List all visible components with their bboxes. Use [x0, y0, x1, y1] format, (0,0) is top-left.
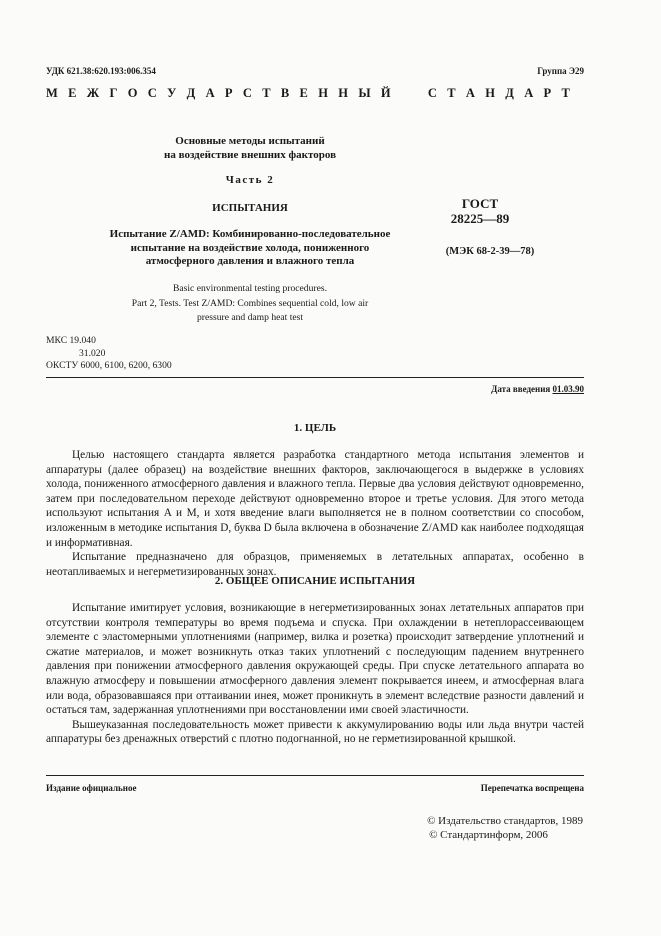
english-title: [80, 282, 420, 326]
section-1-body: [46, 448, 584, 579]
divider-top: [46, 377, 584, 378]
intro-date-label: Дата введения: [491, 384, 551, 394]
gost-number: 28225—89: [450, 211, 510, 226]
intro-date-value: 01.03.90: [552, 384, 584, 394]
test-title-line-1: Испытание Z/AMD: Комбинированно-последовательное: [109, 228, 391, 240]
section-2-body: [46, 601, 584, 747]
divider-bottom: [46, 775, 584, 776]
english-title-line-2: Part 2, Tests. Test Z/AMD: Combines sequential cold, low air: [131, 297, 369, 309]
intro-date: [491, 384, 584, 394]
section-1-paragraph-1: Целью настоящего стандарта является разработка стандартного метода испытания элементов и аппаратуры (далее образец) на воздействие внешних факторов, заключающегося в выдержке в условиях холода, пониженного атмосферного давления и влажного тепла. Первые два условия действуют одновременно, затем при последовательном переходе действуют одновременно второе и третье условия. Для этого метода используют испытания A и M, и хотя введение влаги выполняется не в полном соответствии со способом, изложенным в методике испытания D, буква D была включена в обозначение Z/AMD как наиболее подходящая и информативная.: [46, 449, 584, 549]
main-title: [100, 134, 400, 162]
section-2-paragraph-1: Испытание имитирует условия, возникающие в негерметизированных зонах летательных аппаратов при отсутствии контроля температуры во время подъема и спуска. При охлаждении в нетеплорассеивающем элементе с эластомерными уплотнениями (например, вилка и розетка) происходит затвердение уплотнений и сжатие материалов, и может возникнуть отказ таких уплотнений с последующим падением внутреннего давления при понижении атмосферного давления окружающей среды. При спуске летательного аппарата во влажную атмосферу и повышении атмосферного давления элемент покрывается инеем, и атмосферная влага или вода, образовавшаяся при оттаивании инея, может проникнуть в элемент вследствие разности давлений и остаться там, задержанная уплотнениями при восстановлении ими своей эластичности.: [46, 602, 584, 717]
okstu-code: ОКСТУ 6000, 6100, 6200, 6300: [46, 360, 172, 371]
classification-codes: [46, 335, 172, 373]
section-2-heading: 2. ОБЩЕЕ ОПИСАНИЕ ИСПЫТАНИЯ: [214, 575, 416, 587]
test-title-line-2: испытание на воздействие холода, пониженного: [130, 241, 370, 254]
mks-code-1: МКС 19.040: [46, 335, 96, 346]
reprint-note: Перепечатка воспрещена: [480, 783, 584, 793]
copyright-block: [427, 814, 583, 842]
test-title: [80, 228, 420, 269]
english-title-line-3: pressure and damp heat test: [196, 312, 304, 323]
english-title-line-1: Basic environmental testing procedures.: [173, 283, 327, 294]
gost-block: [420, 196, 540, 226]
mks-code-2: 31.020: [79, 347, 106, 359]
section-label: ИСПЫТАНИЯ: [212, 202, 288, 214]
copyright-2: © Стандартинформ, 2006: [429, 829, 548, 841]
main-title-line-1: Основные методы испытаний: [175, 135, 325, 147]
section-1-heading: 1. ЦЕЛЬ: [293, 422, 337, 434]
standard-type: М Е Ж Г О С У Д А Р С Т В Е Н Н Ы Й С Т А Н Д А Р Т: [46, 86, 574, 100]
section-2-paragraph-2: Вышеуказанная последовательность может привести к аккумулированию воды или льда внутри частей аппаратуры без дренажных отверстий с плотно подогнанной, но не герметизированной крышкой.: [46, 718, 584, 746]
iec-reference: (МЭК 68-2-39—78): [445, 246, 535, 257]
test-title-line-3: атмосферного давления и влажного тепла: [145, 255, 355, 267]
copyright-1: © Издательство стандартов, 1989: [427, 815, 583, 827]
gost-label: ГОСТ: [461, 196, 499, 211]
group-code: Группа Э29: [537, 66, 584, 76]
edition-note: Издание официальное: [46, 783, 137, 793]
main-title-line-2: на воздействие внешних факторов: [163, 149, 337, 161]
section-1-paragraph-2: Испытание предназначено для образцов, применяемых в летательных аппаратах, особенно в неотапливаемых и негерметизированных зонах.: [46, 551, 584, 578]
part-label: Часть 2: [225, 174, 275, 186]
udc-code: УДК 621.38:620.193:006.354: [46, 66, 156, 76]
